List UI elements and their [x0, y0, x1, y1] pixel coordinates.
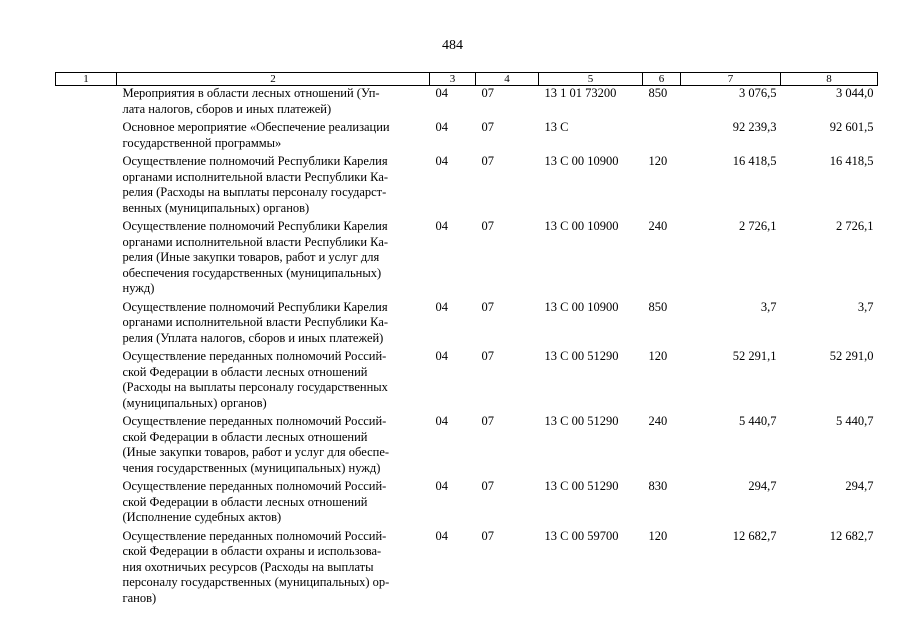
description-cell	[117, 219, 430, 300]
amount-year1-cell: 92 239,3	[732, 120, 777, 134]
subsection-cell: 07	[481, 414, 494, 428]
section-cell: 04	[435, 349, 448, 363]
description-line: ской Федерации в области лесных отношений	[122, 364, 368, 379]
col-header-5: 5	[539, 73, 643, 86]
description-line: ской Федерации в области лесных отношений	[122, 429, 368, 444]
description-line: Осуществление переданных полномочий Россий-	[122, 528, 387, 543]
subsection-cell: 07	[481, 479, 494, 493]
amount-year2-cell: 12 682,7	[829, 528, 874, 543]
subsection-cell: 07	[481, 349, 494, 363]
row-number-cell	[56, 154, 117, 219]
expense-type-cell: 120	[648, 154, 668, 168]
budget-table	[55, 72, 878, 609]
table-row	[56, 479, 878, 529]
amount-year2-cell: 2 726,1	[836, 219, 874, 233]
description-cell	[117, 529, 430, 610]
expense-type-cell: 850	[648, 299, 668, 314]
table-header-row	[56, 73, 878, 86]
description-line: Основное мероприятие «Обеспечение реализации	[122, 120, 390, 134]
description-line: ской Федерации в области охраны и использова-	[122, 544, 382, 558]
description-cell	[117, 120, 430, 154]
description-line: Осуществление полномочий Республики Карелия	[122, 154, 388, 168]
description-line: нужд)	[122, 281, 155, 295]
subsection-cell: 07	[481, 528, 494, 543]
target-article-cell: 13 С 00 51290	[544, 349, 619, 363]
description-cell	[117, 414, 430, 479]
row-number-cell	[56, 120, 117, 154]
target-article-cell: 13 С	[544, 120, 569, 134]
description-line: Мероприятия в области лесных отношений (Уп-	[122, 86, 380, 100]
description-line: Осуществление полномочий Республики Карелия	[122, 299, 388, 314]
description-line: ганов)	[122, 590, 157, 605]
description-line: Осуществление переданных полномочий Россий-	[122, 414, 387, 428]
amount-year2-cell: 52 291,0	[829, 349, 874, 363]
table-row	[56, 154, 878, 219]
description-line: (Расходы на выплаты персоналу государственных	[122, 380, 388, 394]
section-cell: 04	[435, 299, 448, 314]
description-line: (муниципальных) органов)	[122, 395, 267, 410]
description-line: релия (Расходы на выплаты персоналу государст-	[122, 185, 387, 199]
amount-year1-cell: 5 440,7	[739, 414, 777, 428]
col-header-7: 7	[681, 73, 781, 86]
description-line: Осуществление переданных полномочий Россий-	[122, 479, 387, 493]
page-number: 484	[442, 38, 463, 53]
description-cell	[117, 479, 430, 529]
section-cell: 04	[435, 219, 448, 233]
target-article-cell: 13 С 00 10900	[544, 219, 619, 233]
expense-type-cell	[643, 120, 681, 154]
description-line: лата налогов, сборов и иных платежей)	[122, 101, 332, 116]
section-cell: 04	[435, 528, 448, 543]
amount-year1-cell: 52 291,1	[732, 349, 777, 363]
table-row	[56, 300, 878, 350]
col-header-4: 4	[476, 73, 539, 86]
target-article-cell: 13 С 00 10900	[544, 299, 619, 314]
description-line: ской Федерации в области лесных отношений	[122, 494, 368, 509]
table-row	[56, 120, 878, 154]
description-line: релия (Уплата налогов, сборов и иных платежей)	[122, 330, 384, 345]
subsection-cell: 07	[481, 299, 494, 314]
table-row	[56, 529, 878, 610]
row-number-cell	[56, 349, 117, 414]
section-cell: 04	[435, 120, 448, 134]
section-cell: 04	[435, 479, 448, 493]
expense-type-cell: 120	[648, 528, 668, 543]
expense-type-cell: 830	[648, 479, 668, 493]
description-line: органами исполнительной власти Республики Ка-	[122, 169, 389, 184]
amount-year2-cell: 3 044,0	[836, 86, 874, 100]
description-cell	[117, 154, 430, 219]
amount-year1-cell: 294,7	[748, 479, 777, 493]
section-cell: 04	[435, 86, 448, 100]
expense-type-cell: 850	[648, 86, 668, 100]
amount-year1-cell: 3,7	[760, 299, 777, 314]
row-number-cell	[56, 86, 117, 121]
amount-year1-cell: 3 076,5	[739, 86, 777, 100]
target-article-cell: 13 С 00 51290	[544, 479, 619, 493]
description-line: ния охотничьих ресурсов (Расходы на выплаты	[122, 559, 374, 574]
description-line: чения государственных (муниципальных) нужд)	[122, 460, 381, 475]
description-cell	[117, 86, 430, 121]
description-line: (Исполнение судебных актов)	[122, 510, 282, 524]
col-header-1: 1	[56, 73, 117, 86]
description-line: персоналу государственных (муниципальных) ор-	[122, 575, 390, 589]
amount-year2-cell: 92 601,5	[829, 120, 874, 134]
col-header-3: 3	[430, 73, 476, 86]
row-number-cell	[56, 414, 117, 479]
table-row	[56, 349, 878, 414]
row-number-cell	[56, 479, 117, 529]
target-article-cell: 13 1 01 73200	[544, 86, 617, 100]
row-number-cell	[56, 529, 117, 610]
subsection-cell: 07	[481, 219, 494, 233]
target-article-cell: 13 С 00 51290	[544, 414, 619, 428]
amount-year2-cell: 16 418,5	[829, 154, 874, 168]
description-cell	[117, 349, 430, 414]
description-line: государственной программы»	[122, 135, 282, 150]
section-cell: 04	[435, 154, 448, 168]
col-header-8: 8	[781, 73, 878, 86]
description-line: (Иные закупки товаров, работ и услуг для обеспе-	[122, 445, 390, 459]
amount-year1-cell: 2 726,1	[739, 219, 777, 233]
col-header-6: 6	[643, 73, 681, 86]
table-body	[56, 86, 878, 610]
amount-year2-cell: 3,7	[857, 299, 874, 314]
expense-type-cell: 240	[648, 414, 668, 428]
description-line: венных (муниципальных) органов)	[122, 200, 310, 215]
description-cell	[117, 300, 430, 350]
row-number-cell	[56, 300, 117, 350]
table-row	[56, 219, 878, 300]
table-row	[56, 86, 878, 121]
amount-year1-cell: 12 682,7	[732, 528, 777, 543]
target-article-cell: 13 С 00 59700	[544, 528, 619, 543]
description-line: органами исполнительной власти Республики Ка-	[122, 234, 389, 249]
subsection-cell: 07	[481, 154, 494, 168]
amount-year1-cell: 16 418,5	[732, 154, 777, 168]
row-number-cell	[56, 219, 117, 300]
subsection-cell: 07	[481, 86, 494, 100]
description-line: релия (Иные закупки товаров, работ и услуг для	[122, 250, 380, 264]
table-row	[56, 414, 878, 479]
expense-type-cell: 240	[648, 219, 668, 233]
col-header-2: 2	[117, 73, 430, 86]
section-cell: 04	[435, 414, 448, 428]
target-article-cell: 13 С 00 10900	[544, 154, 619, 168]
amount-year2-cell: 294,7	[845, 479, 874, 493]
amount-year2-cell: 5 440,7	[836, 414, 874, 428]
subsection-cell: 07	[481, 120, 494, 134]
description-line: органами исполнительной власти Республики Ка-	[122, 315, 389, 329]
description-line: обеспечения государственных (муниципальных)	[122, 265, 382, 280]
description-line: Осуществление переданных полномочий Россий-	[122, 349, 387, 363]
description-line: Осуществление полномочий Республики Карелия	[122, 219, 388, 233]
expense-type-cell: 120	[648, 349, 668, 363]
